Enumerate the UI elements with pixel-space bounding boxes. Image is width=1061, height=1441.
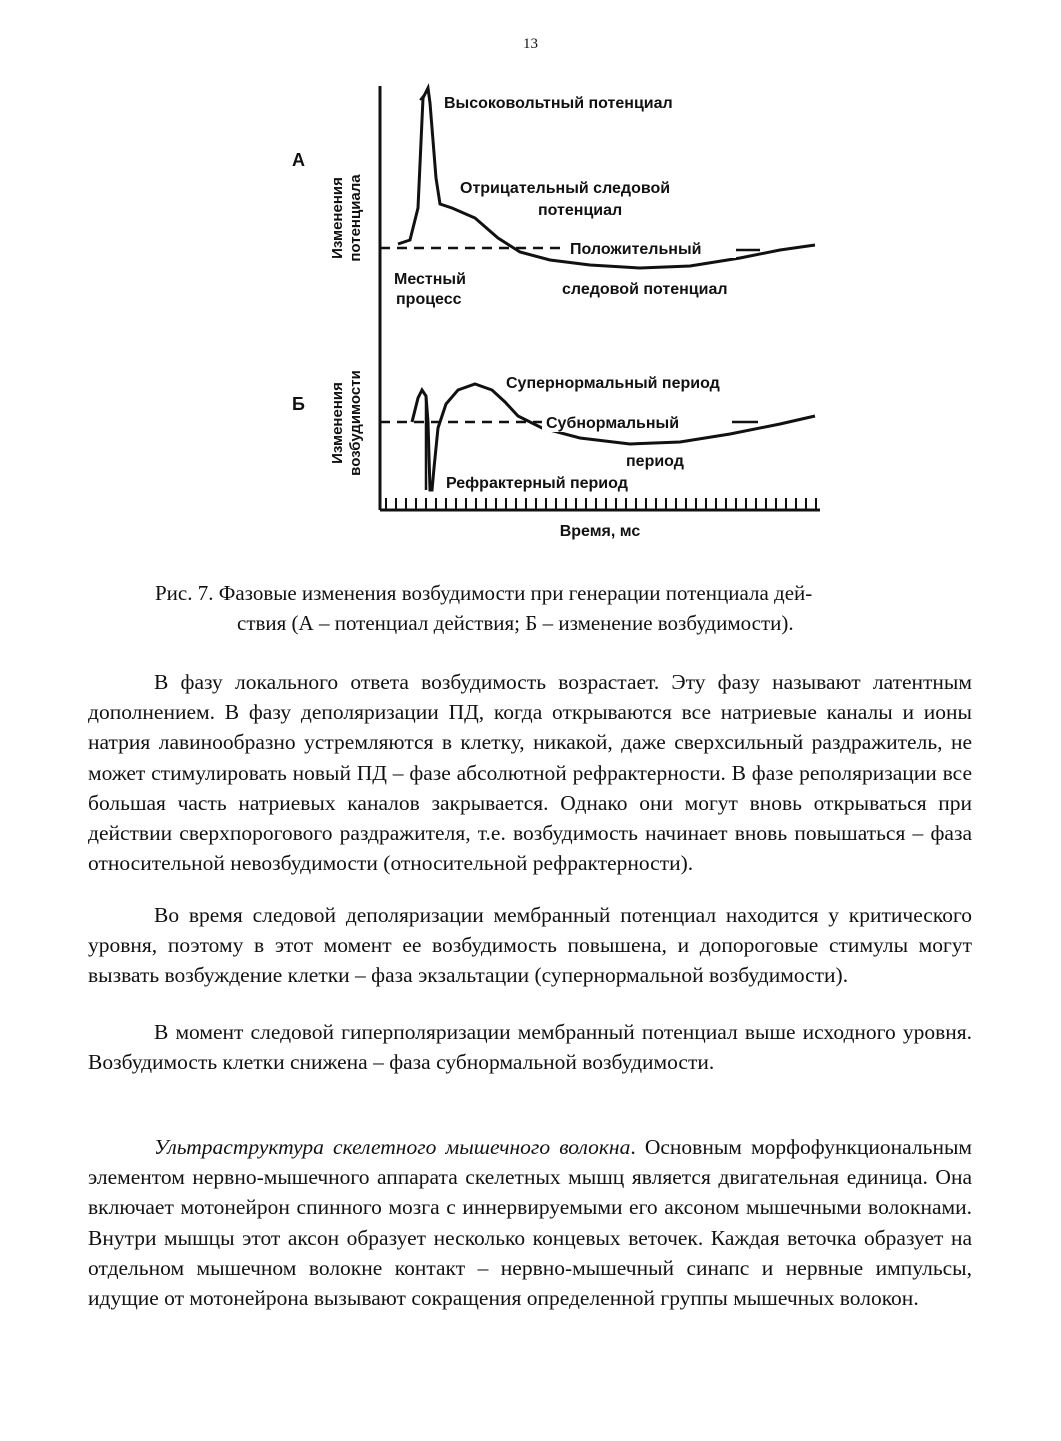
caption-line-2: ствия (А – потенциал действия; Б – изменение возбудимости).	[237, 611, 794, 635]
paragraph-trace-depolarization	[88, 900, 972, 991]
section-heading-italic: Ультраструктура скелетного мышечного волокна	[154, 1135, 631, 1159]
svg-text:Изменения: Изменения	[329, 177, 346, 259]
label-subnormal-2: период	[626, 453, 684, 470]
figure-7	[280, 78, 840, 548]
label-subnormal-1: Субнормальный	[546, 415, 680, 432]
panel-b-axis-label	[329, 370, 364, 476]
label-local-process-1: Местный	[394, 271, 466, 288]
paragraph-text: В фазу локального ответа возбудимость возрастает. Эту фазу называют латентным дополнением. В фазу деполяризации ПД, когда открываются все натриевые каналы и ионы натрия лавинообразно устремляются в клетку, никакой, даже сверхсильный раздражитель, не может стимулировать новый ПД – фазе абсолютной рефрактерности. В фазе реполяризации все большая часть натриевых каналов закрывается. Однако они могут вновь открываться при действии сверхпорогового раздражителя, т.е. возбудимость начинает вновь повышаться – фаза относительной невозбудимости (относительной рефрактерности).	[88, 670, 972, 876]
label-refractory: Рефрактерный период	[446, 475, 628, 492]
panel-b-letter: Б	[292, 394, 305, 414]
paragraph-trace-hyperpolarization	[88, 1017, 972, 1077]
panel-a-axis-label	[329, 174, 364, 262]
figure-diagram	[280, 78, 840, 548]
paragraph-text	[88, 1132, 972, 1313]
label-negative-trace-1: Отрицательный следовой	[460, 180, 671, 197]
figure-caption	[155, 578, 975, 638]
panel-a-letter: А	[292, 150, 305, 170]
svg-text:Изменения: Изменения	[329, 382, 346, 464]
paragraph-text: Во время следовой деполяризации мембранный потенциал находится у критического уровня, поэтому в этот момент ее возбудимость повышена, и допороговые стимулы могут вызвать возбуждение клетки – фаза экзальтации (супернормальной возбудимости).	[88, 903, 972, 988]
x-axis-label: Время, мс	[559, 523, 641, 540]
label-positive-trace-1: Положительный	[570, 241, 702, 258]
svg-text:потенциала: потенциала	[347, 174, 364, 262]
label-supernormal: Супернормальный период	[506, 375, 720, 392]
label-high-voltage: Высоковольтный потенциал	[444, 95, 673, 112]
paragraph-rest: . Основным морфофункциональным элементом нервно-мышечного аппарата скелетных мышц является двигательная единица. Она включает мотонейрон спинного мозга с иннервируемыми его аксоном мышечными волокнами. Внутри мышцы этот аксон образует несколько концевых веточек. Каждая веточка образует на отдельном мышечном волокне контакт – нервно-мышечный синапс и нервные импульсы, идущие от мотонейрона вызывают сокращения определенной группы мышечных волокон.	[88, 1135, 972, 1311]
paragraph-muscle-ultrastructure	[88, 1132, 972, 1313]
paragraph-text: В момент следовой гиперполяризации мембранный потенциал выше исходного уровня. Возбудимость клетки снижена – фаза субнормальной возбудимости.	[88, 1020, 972, 1075]
x-axis-ticks	[386, 498, 816, 510]
page-number: 13	[523, 36, 538, 52]
paragraph-local-response	[88, 667, 972, 878]
label-positive-trace-2: следовой потенциал	[562, 281, 728, 298]
caption-line-1: Рис. 7. Фазовые изменения возбудимости при генерации потенциала дей-	[155, 581, 813, 605]
label-local-process-2: процесс	[396, 291, 462, 308]
svg-text:возбудимости: возбудимости	[347, 370, 364, 476]
label-negative-trace-2: потенциал	[538, 202, 623, 219]
